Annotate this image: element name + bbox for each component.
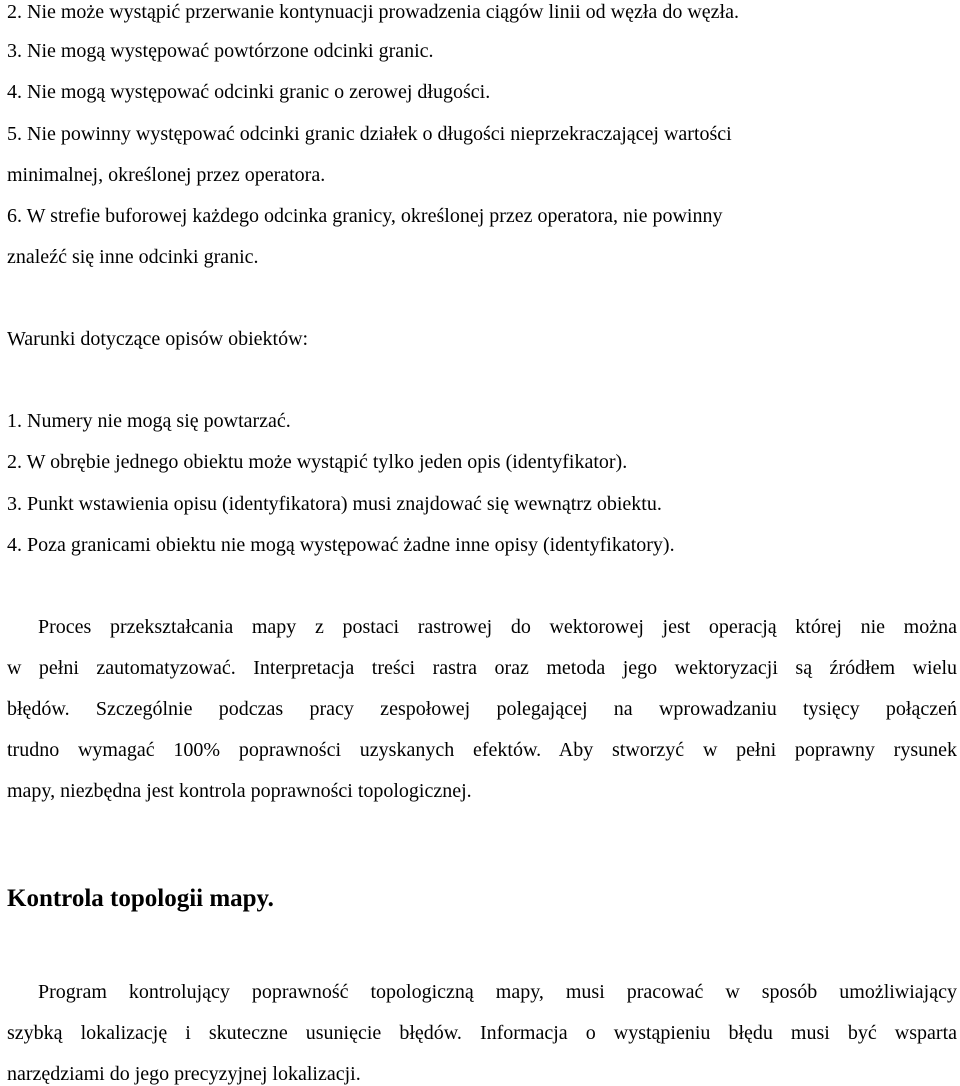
list-item: 2. W obrębie jednego obiektu może wystąpić tylko jeden opis (identyfikator). <box>7 451 628 473</box>
paragraph-line: mapy, niezbędna jest kontrola poprawności topologicznej. <box>7 780 472 802</box>
list-item-continuation: minimalnej, określonej przez operatora. <box>7 164 326 186</box>
paragraph-line: Proces przekształcania mapy z postaci rastrowej do wektorowej jest operacją której nie można <box>38 616 957 638</box>
list-item: 3. Punkt wstawienia opisu (identyfikatora) musi znajdować się wewnątrz obiektu. <box>7 493 662 515</box>
section-heading: Kontrola topologii mapy. <box>7 885 274 912</box>
paragraph-line: w pełni zautomatyzować. Interpretacja treści rastra oraz metoda jego wektoryzacji są źródłem wielu <box>7 657 957 679</box>
section-title: Warunki dotyczące opisów obiektów: <box>7 328 309 350</box>
list-item: 6. W strefie buforowej każdego odcinka granicy, określonej przez operatora, nie powinny <box>7 205 723 227</box>
list-item-continuation: znaleźć się inne odcinki granic. <box>7 246 259 268</box>
list-item: 1. Numery nie mogą się powtarzać. <box>7 410 291 432</box>
paragraph-line: narzędziami do jego precyzyjnej lokalizacji. <box>7 1063 361 1085</box>
paragraph-line: Program kontrolujący poprawność topologiczną mapy, musi pracować w sposób umożliwiający <box>38 981 957 1003</box>
list-item: 4. Poza granicami obiektu nie mogą występować żadne inne opisy (identyfikatory). <box>7 534 675 556</box>
list-item: 5. Nie powinny występować odcinki granic działek o długości nieprzekraczającej wartości <box>7 123 732 145</box>
paragraph-line: szybką lokalizację i skuteczne usunięcie błędów. Informacja o wystąpieniu błędu musi być wsparta <box>7 1022 957 1044</box>
list-item: 2. Nie może wystąpić przerwanie kontynuacji prowadzenia ciągów linii od węzła do węzła. <box>7 1 739 23</box>
list-item: 3. Nie mogą występować powtórzone odcinki granic. <box>7 40 434 62</box>
paragraph-line: trudno wymagać 100% poprawności uzyskanych efektów. Aby stworzyć w pełni poprawny rysunek <box>7 739 957 761</box>
paragraph-line: błędów. Szczególnie podczas pracy zespołowej polegającej na wprowadzaniu tysięcy połączeń <box>7 698 957 720</box>
list-item: 4. Nie mogą występować odcinki granic o zerowej długości. <box>7 81 491 103</box>
